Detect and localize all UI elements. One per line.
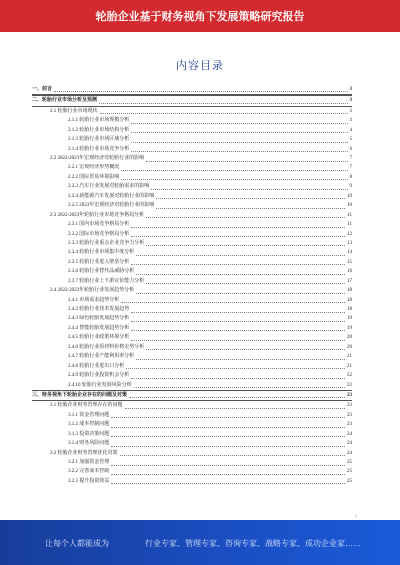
toc-entry-page: 11 xyxy=(347,212,352,218)
toc-entry[interactable] xyxy=(32,248,352,257)
footer-slogan-right: 行业专家、管理专家、咨询专家、战略专家、成功企业家…… xyxy=(145,539,361,548)
toc-entry-page: 10 xyxy=(347,193,352,199)
toc-entry-label: 2.1 轮胎行业市场现状 xyxy=(50,108,98,114)
toc-entry[interactable] xyxy=(32,296,352,305)
toc-entry[interactable] xyxy=(32,154,352,163)
toc-entry-page: 3 xyxy=(349,118,352,124)
toc-entry-label: 2.3.2 国际市场竞争格局分析 xyxy=(68,231,130,237)
toc-entry[interactable] xyxy=(32,201,352,210)
toc-entry-label: 2.2.1 宏观经济形势概况 xyxy=(68,165,120,171)
toc-entry-page: 25 xyxy=(347,469,352,475)
toc-entry-label: 2.4.1 市场需求趋势分析 xyxy=(68,297,120,303)
toc-entry-page: 9 xyxy=(349,184,352,190)
toc-entry-page: 11 xyxy=(347,222,352,228)
toc-entry-label: 2.4.5 轮胎行业政策环境分析 xyxy=(68,335,130,341)
report-header xyxy=(0,0,400,32)
toc-entry[interactable] xyxy=(32,230,352,239)
page-number: 2 xyxy=(355,513,357,518)
toc-entry-page: 23 xyxy=(347,412,352,418)
toc-entry-label: 2.1.2 轮胎行业市场结构分析 xyxy=(68,127,130,133)
toc-entry-page: 23 xyxy=(347,403,352,409)
toc-leader-dots xyxy=(121,302,345,303)
toc-entry[interactable] xyxy=(32,116,352,125)
toc-entry-label: 2.2 2022-2023年宏观经济对轮胎行业的影响 xyxy=(50,156,145,162)
toc-entry-page: 18 xyxy=(347,288,352,294)
toc-entry-page: 10 xyxy=(347,203,352,209)
toc-entry-label: 2.3.5 轮胎行业进入壁垒分析 xyxy=(68,259,130,265)
toc-entry-page: 16 xyxy=(347,269,352,275)
toc-entry[interactable] xyxy=(32,468,352,477)
toc-entry-label: 3.2.2 完善成本控制 xyxy=(68,469,110,475)
toc-entry[interactable] xyxy=(32,95,352,106)
toc-entry-page: 5 xyxy=(349,137,352,143)
toc-entry-page: 18 xyxy=(347,307,352,313)
toc-leader-dots xyxy=(146,161,347,162)
toc-leader-dots xyxy=(131,142,347,143)
toc-entry-page: 24 xyxy=(347,450,352,456)
toc-leader-dots xyxy=(146,245,345,246)
toc-entry-label: 2.3 2022-2023年轮胎行业市场竞争格局分析 xyxy=(50,212,145,218)
toc-entry-label: 2.2.4 新能源汽车发展对轮胎行业的影响 xyxy=(68,193,155,199)
toc-entry-label: 3.2.1 加强资金管理 xyxy=(68,460,110,466)
toc-leader-dots xyxy=(146,217,345,218)
toc-leader-dots xyxy=(146,349,345,350)
toc-entry[interactable] xyxy=(32,173,352,182)
toc-leader-dots xyxy=(146,283,345,284)
toc-leader-dots xyxy=(111,417,345,418)
toc-leader-dots xyxy=(54,91,347,92)
toc-leader-dots xyxy=(151,189,347,190)
toc-leader-dots xyxy=(136,293,345,294)
toc-entry-label: 3.1.3 投资决策问题 xyxy=(68,431,110,437)
report-title: 轮胎企业基于财务视角下发展策略研究报告 xyxy=(95,11,305,23)
toc-leader-dots xyxy=(131,151,347,152)
toc-entry-label: 2.4.4 智能轮胎发展趋势分析 xyxy=(68,325,130,331)
toc-entry[interactable] xyxy=(32,381,352,390)
toc-entry-label: 3.2.3 提升投资效益 xyxy=(68,478,110,484)
toc-entry[interactable] xyxy=(32,182,352,191)
table-of-contents xyxy=(32,85,352,486)
toc-leader-dots xyxy=(111,474,345,475)
toc-leader-dots xyxy=(100,113,348,114)
toc-entry-label: 一、前言 xyxy=(32,86,53,92)
toc-entry[interactable] xyxy=(32,164,352,173)
toc-entry-page: 21 xyxy=(347,363,352,369)
toc-entry[interactable] xyxy=(32,107,352,116)
toc-entry-page: 25 xyxy=(347,460,352,466)
toc-entry-label: 三、财务视角下轮胎企业存在的问题及对策 xyxy=(32,392,128,398)
toc-entry[interactable] xyxy=(32,305,352,314)
toc-entry-label: 3.1.4 财务风险问题 xyxy=(68,441,110,447)
toc-entry-page: 19 xyxy=(347,325,352,331)
toc-entry-label: 2.1.3 轮胎行业市场区域分析 xyxy=(68,137,130,143)
toc-entry-page: 22 xyxy=(347,382,352,388)
toc-entry-label: 2.3.1 国内市场竞争格局分析 xyxy=(68,222,130,228)
toc-entry[interactable] xyxy=(32,145,352,154)
toc-entry[interactable] xyxy=(32,477,352,486)
toc-entry-label: 3.2 轮胎企业财务管理优化对策 xyxy=(50,450,118,456)
toc-entry-page: 20 xyxy=(347,335,352,341)
toc-leader-dots xyxy=(136,274,345,275)
toc-leader-dots xyxy=(131,312,345,313)
toc-entry[interactable] xyxy=(32,371,352,380)
toc-entry-label: 3.1.2 成本控制问题 xyxy=(68,422,110,428)
toc-entry[interactable] xyxy=(32,135,352,144)
toc-entry[interactable] xyxy=(32,267,352,276)
toc-entry-page: 20 xyxy=(347,344,352,350)
toc-entry-page: 18 xyxy=(347,297,352,303)
toc-leader-dots xyxy=(156,198,345,199)
toc-leader-dots xyxy=(99,103,347,104)
toc-entry[interactable] xyxy=(32,126,352,135)
toc-leader-dots xyxy=(111,483,345,484)
toc-leader-dots xyxy=(136,359,345,360)
toc-entry[interactable] xyxy=(32,390,352,401)
toc-entry-label: 2.4.10 轮胎行业发展风险分析 xyxy=(68,382,132,388)
toc-leader-dots xyxy=(111,465,345,466)
toc-entry-label: 2.4.9 轮胎行业投资机会分析 xyxy=(68,373,130,379)
toc-leader-dots xyxy=(111,446,345,447)
toc-leader-dots xyxy=(121,170,347,171)
toc-leader-dots xyxy=(131,132,347,133)
toc-entry[interactable] xyxy=(32,411,352,420)
toc-entry[interactable] xyxy=(32,449,352,458)
toc-entry[interactable] xyxy=(32,362,352,371)
toc-entry-label: 二、轮胎行业市场分析及预测 xyxy=(32,98,98,104)
toc-leader-dots xyxy=(136,255,345,256)
toc-entry-page: 24 xyxy=(347,441,352,447)
toc-entry-page: 7 xyxy=(349,165,352,171)
toc-entry-label: 3.1 轮胎企业财务管理存在的问题 xyxy=(50,403,123,409)
toc-entry[interactable] xyxy=(32,401,352,410)
footer-banner xyxy=(0,520,400,565)
toc-leader-dots xyxy=(131,321,345,322)
toc-entry-label: 2.4.8 轮胎行业进出口分析 xyxy=(68,363,125,369)
toc-entry[interactable] xyxy=(32,324,352,333)
toc-entry[interactable] xyxy=(32,333,352,342)
toc-leader-dots xyxy=(126,368,345,369)
toc-leader-dots xyxy=(129,397,345,398)
toc-entry[interactable] xyxy=(32,286,352,295)
toc-entry-page: 19 xyxy=(347,316,352,322)
toc-entry-page: 6 xyxy=(349,146,352,152)
toc-entry[interactable] xyxy=(32,192,352,201)
toc-entry-page: 17 xyxy=(347,278,352,284)
toc-leader-dots xyxy=(131,264,345,265)
toc-entry-label: 2.4 2022-2023年轮胎行业发展趋势分析 xyxy=(50,288,135,294)
toc-entry-label: 2.2.5 2023年宏观经济对轮胎行业的影响 xyxy=(68,203,155,209)
toc-leader-dots xyxy=(121,179,347,180)
toc-entry[interactable] xyxy=(32,343,352,352)
toc-entry[interactable] xyxy=(32,439,352,448)
toc-entry-page: 24 xyxy=(347,431,352,437)
toc-leader-dots xyxy=(111,427,345,428)
toc-entry[interactable] xyxy=(32,277,352,286)
toc-entry-page: 12 xyxy=(347,231,352,237)
toc-entry-label: 2.3.3 轮胎行业重点企业竞争力分析 xyxy=(68,240,145,246)
toc-entry-page: 13 xyxy=(347,240,352,246)
toc-heading: 内容目录 xyxy=(176,60,224,72)
toc-entry[interactable] xyxy=(32,458,352,467)
toc-entry-page: 14 xyxy=(347,250,352,256)
toc-entry-page: 8 xyxy=(349,174,352,180)
toc-entry-page: 25 xyxy=(347,478,352,484)
toc-entry-page: 22 xyxy=(347,373,352,379)
toc-entry-label: 2.1.4 轮胎行业市场竞争分析 xyxy=(68,146,130,152)
toc-entry-label: 2.2.2 国际贸易环境影响 xyxy=(68,174,120,180)
toc-entry-label: 2.3.6 轮胎行业替代品威胁分析 xyxy=(68,269,135,275)
toc-leader-dots xyxy=(131,378,345,379)
toc-entry-page: 21 xyxy=(347,354,352,360)
toc-entry[interactable] xyxy=(32,85,352,95)
toc-leader-dots xyxy=(131,123,347,124)
toc-entry-page: 23 xyxy=(347,422,352,428)
toc-entry[interactable] xyxy=(32,352,352,361)
toc-leader-dots xyxy=(125,408,345,409)
toc-entry-page: 15 xyxy=(347,259,352,265)
toc-entry-label: 3.1.1 资金管理问题 xyxy=(68,412,110,418)
toc-entry[interactable] xyxy=(32,430,352,439)
footer-slogan-left: 让每个人都能成为 xyxy=(45,539,109,548)
toc-leader-dots xyxy=(131,227,345,228)
toc-entry-page: 23 xyxy=(347,392,352,398)
toc-entry-page: 3 xyxy=(349,86,352,92)
toc-entry[interactable] xyxy=(32,239,352,248)
toc-entry[interactable] xyxy=(32,220,352,229)
toc-entry-page: 4 xyxy=(349,127,352,133)
toc-leader-dots xyxy=(131,236,345,237)
toc-entry[interactable] xyxy=(32,420,352,429)
toc-leader-dots xyxy=(131,340,345,341)
toc-entry-label: 2.4.3 绿色轮胎发展趋势分析 xyxy=(68,316,130,322)
toc-entry-page: 7 xyxy=(349,156,352,162)
toc-entry-label: 2.2.3 汽车行业发展对轮胎需求的影响 xyxy=(68,184,150,190)
toc-entry-label: 2.3.7 轮胎行业上下游议价能力分析 xyxy=(68,278,145,284)
toc-entry-page: 3 xyxy=(349,98,352,104)
toc-entry[interactable] xyxy=(32,211,352,220)
toc-entry-label: 2.3.4 轮胎行业市场集中度分析 xyxy=(68,250,135,256)
toc-leader-dots xyxy=(120,455,345,456)
toc-entry-label: 2.4.6 轮胎行业原材料价格走势分析 xyxy=(68,344,145,350)
toc-leader-dots xyxy=(156,208,345,209)
toc-leader-dots xyxy=(111,436,345,437)
toc-entry[interactable] xyxy=(32,258,352,267)
toc-entry-label: 2.4.7 轮胎行业产能利用率分析 xyxy=(68,354,135,360)
toc-leader-dots xyxy=(131,330,345,331)
toc-leader-dots xyxy=(134,387,345,388)
toc-entry-label: 2.4.2 轮胎行业技术发展趋势 xyxy=(68,307,130,313)
toc-entry-label: 2.1.1 轮胎行业市场规模分析 xyxy=(68,118,130,124)
toc-entry[interactable] xyxy=(32,315,352,324)
toc-entry-page: 3 xyxy=(349,108,352,114)
